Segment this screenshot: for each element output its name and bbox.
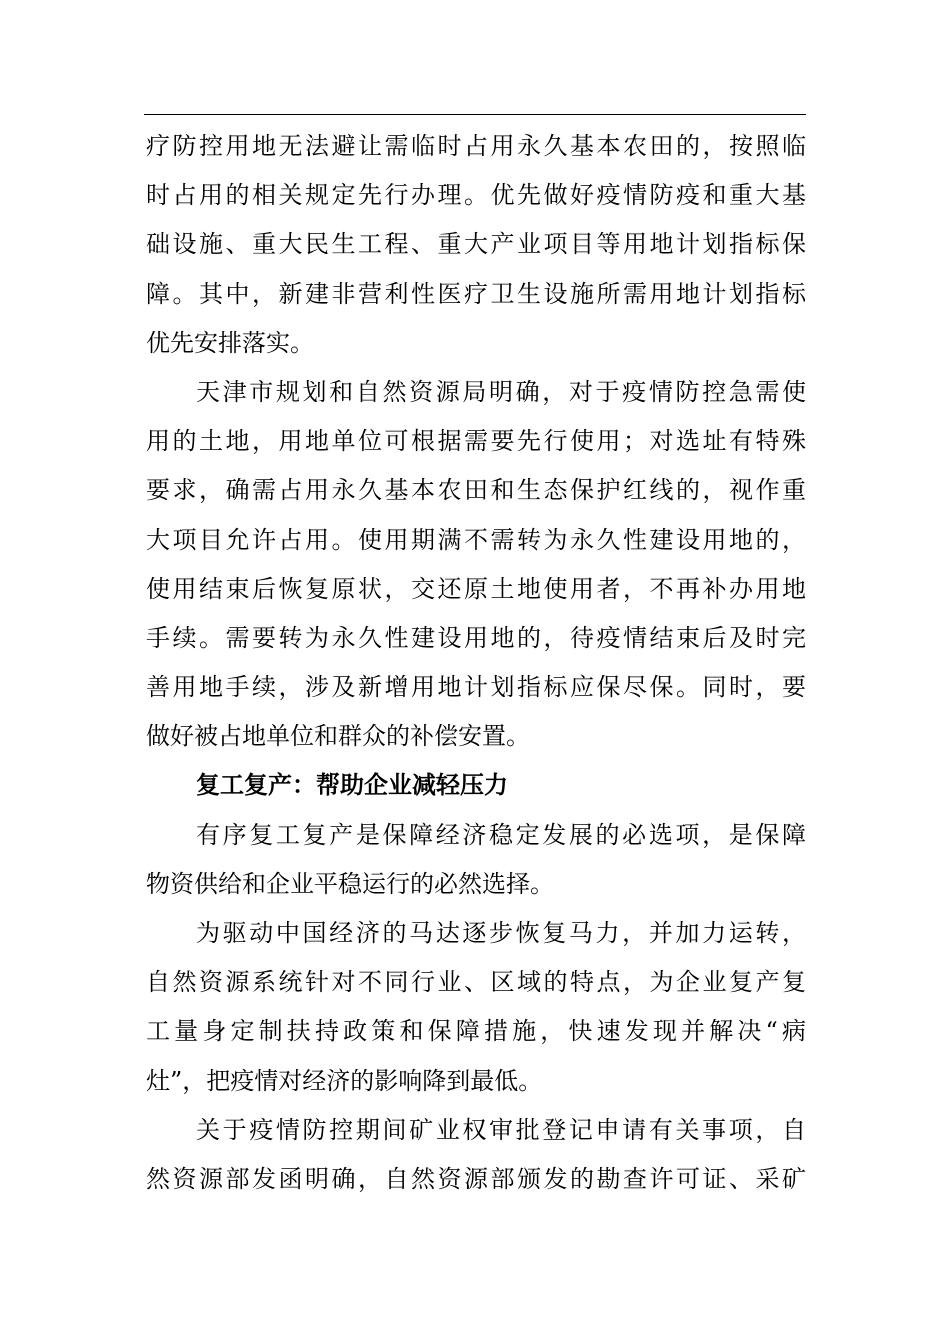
text-line: 用的土地，用地单位可根据需要先行使用；对选址有特殊 [146, 427, 806, 456]
text-line: 疗防控用地无法避让需临时占用永久基本农田的，按照临 [146, 132, 806, 160]
text-line: 础设施、重大民生工程、重大产业项目等用地计划指标保 [146, 230, 806, 259]
text-line: 手续。需要转为永久性建设用地的，待疫情结束后及时完 [146, 623, 806, 652]
text-line: 要求，确需占用永久基本农田和生态保护红线的，视作重 [146, 476, 806, 505]
text-line: 善用地手续，涉及新增用地计划指标应保尽保。同时，要 [146, 673, 806, 702]
text-line: 天津市规划和自然资源局明确，对于疫情防控急需使 [196, 377, 806, 406]
text-line: 优先安排落实。 [146, 328, 314, 357]
section-heading: 复工复产：帮助企业减轻压力 [196, 771, 508, 800]
text-line: 为驱动中国经济的马达逐步恢复马力，并加力运转， [196, 919, 806, 947]
paragraph-4 [146, 909, 806, 1106]
text-line: 自然资源系统针对不同行业、区域的特点，为企业复产复 [146, 968, 806, 997]
paragraph-3 [146, 811, 806, 909]
text-line: 工量身定制扶持政策和保障措施，快速发现并解决“病 [146, 1017, 806, 1046]
paragraph-1 [146, 122, 806, 368]
text-line: 大项目允许占用。使用期满不需转为永久性建设用地的， [146, 525, 806, 554]
text-line: 使用结束后恢复原状，交还原土地使用者，不再补办用地 [146, 574, 806, 603]
text-line: 灶”，把疫情对经济的影响降到最低。 [146, 1066, 543, 1095]
text-line: 做好被占地单位和群众的补偿安置。 [146, 722, 530, 751]
document-body [146, 122, 806, 1204]
text-line: 关于疫情防控期间矿业权审批登记申请有关事项，自 [196, 1115, 806, 1144]
text-line: 时占用的相关规定先行办理。优先做好疫情防疫和重大基 [146, 181, 806, 210]
header-rule [144, 114, 806, 115]
paragraph-2 [146, 368, 806, 762]
paragraph-5 [146, 1106, 806, 1204]
text-line: 然资源部发函明确，自然资源部颁发的勘查许可证、采矿 [146, 1164, 806, 1193]
text-line: 有序复工复产是保障经济稳定发展的必选项，是保障 [196, 820, 806, 849]
text-line: 障。其中，新建非营利性医疗卫生设施所需用地计划指标 [146, 279, 806, 308]
text-line: 物资供给和企业平稳运行的必然选择。 [146, 869, 554, 898]
